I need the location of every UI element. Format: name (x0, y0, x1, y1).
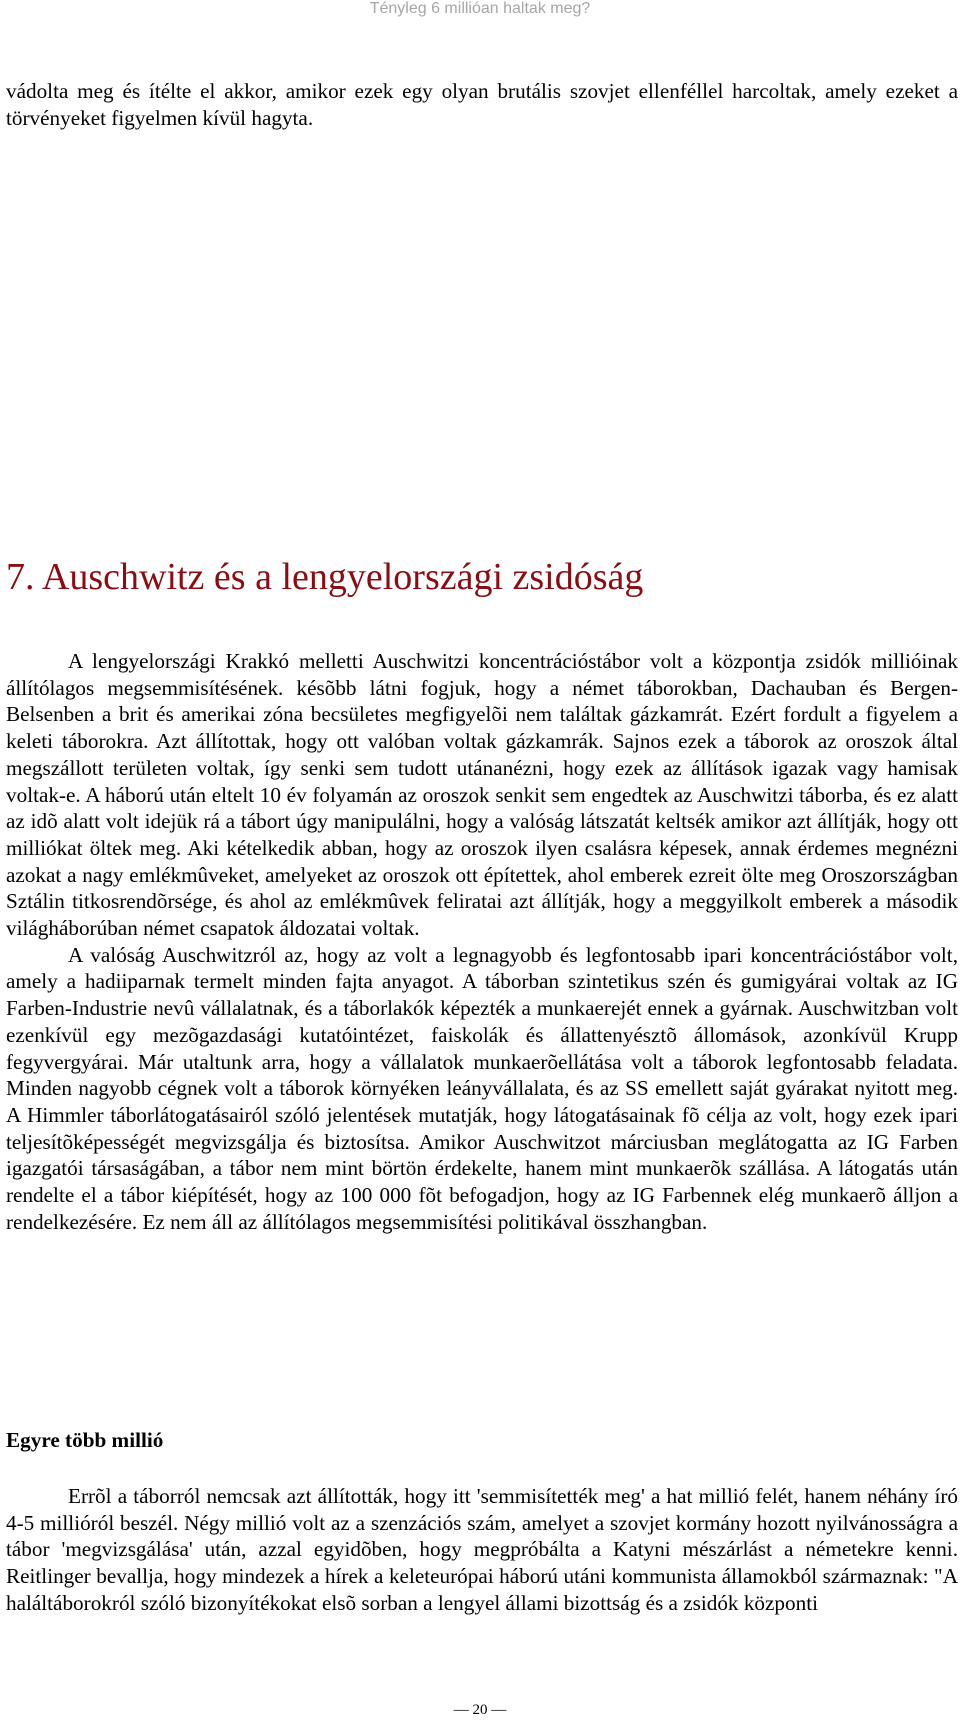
section-heading: Egyre több millió (6, 1428, 164, 1452)
section-paragraph: Errõl a táborról nemcsak azt állították, hogy itt 'semmisítették meg' a hat millió felét, hanem néhány író 4-5 millióról beszél. Négy millió volt az a szenzációs szám, amelyet a szovjet kormány hozott nyilvánosságra a tábor 'megvizsgálása' után, azzal egyidõben, hogy megpróbálta a Katyni mészárlást a németekre kenni. Reitlinger bevallja, hogy mindezek a hírek a keleteurópai háború utáni kommunista államokból származnak: "A haláltáborokról szóló bizonyítékokat elsõ sorban a lengyel állami bizottság és a zsidók központi (6, 1484, 958, 1615)
running-header: Tényleg 6 millióan haltak meg? (369, 0, 591, 17)
intro-section (6, 78, 958, 131)
chapter-body (6, 648, 958, 1235)
chapter-paragraph-1: A lengyelországi Krakkó melletti Auschwitzi koncentrációstábor volt a központja zsidók millióinak állítólagos megsemmisítésének. késõbb látni fogjuk, hogy a német táborokban, Dachauban és Bergen-Belsenben a brit és amerikai zóna becsületes megfigyelõi nem találtak gázkamrát. Ezért fordult a figyelem a keleti táborokra. Azt állítottak, hogy ott valóban voltak gázkamrák. Sajnos ezek a táborok az oroszok által megszállott területen voltak, így senki sem tudott utánanézni, hogy ezek az állítások igazak vagy hamisak voltak-e. A háború után eltelt 10 év folyamán az oroszok senkit sem engedtek az Auschwitzi táborba, és ez alatt az idõ alatt volt idejük rá a tábort úgy manipulálni, hogy a valóság látszatát keltsék amikor azt állítják, hogy ott milliókat öltek meg. Aki kételkedik abban, hogy az oroszok ilyen csalásra képesek, annak érdemes megnézni azokat a nagy emlékmûveket, amelyeket az oroszok ott építettek, ahol emberek ezreit ölte meg Oroszországban Sztálin titkosrendõrsége, és ahol az emlékmûvek feliratai azt állítják, hogy a meggyilkolt emberek a második világháborúban német csapatok áldozatai voltak. (6, 649, 958, 941)
chapter-title: 7. Auschwitz és a lengyelországi zsidóság (6, 556, 644, 598)
chapter-paragraph-2: A valóság Auschwitzról az, hogy az volt a legnagyobb és legfontosabb ipari koncentrációstábor volt, amely a hadiiparnak termelt minden fajta anyagot. A táborban szintetikus szén és gumigyárai voltak az IG Farben-Industrie nevû vállalatnak, és a táborlakók képezték a munkaerejét ennek a gyárnak. Auschwitzban volt ezenkívül egy mezõgazdasági kutatóintézet, faiskolák és állattenyésztõ állomások, azonkívül Krupp fegyvergyárai. Már utaltunk arra, hogy a vállalatok munkaerõellátása volt a táborok legfontosabb feladata. Minden nagyobb cégnek volt a táborok környéken leányvállalata, és az SS emellett saját gyárakat nyitott meg. A Himmler táborlátogatásairól szóló jelentések mutatják, hogy látogatásainak fõ célja az volt, hogy ezek ipari teljesítõképességét megvizsgálja és biztosítsa. Amikor Auschwitzot márciusban meglátogatta az IG Farben igazgatói társaságában, a tábor nem mint börtön érdekelte, hanem mint munkaerõk szállása. A látogatás után rendelte el a tábor kiépítését, hogy az 100 000 fõt befogadjon, hogy az IG Farbennek elég munkaerõ álljon a rendelkezésére. Ez nem áll az állítólagos megsemmisítési politikával összhangban. (6, 942, 958, 1234)
section-body (6, 1483, 958, 1617)
page-number: — 20 — (453, 1702, 507, 1718)
intro-paragraph: vádolta meg és ítélte el akkor, amikor ezek egy olyan brutális szovjet ellenféllel harcoltak, amely ezeket a törvényeket figyelmen kívül hagyta. (6, 79, 958, 130)
